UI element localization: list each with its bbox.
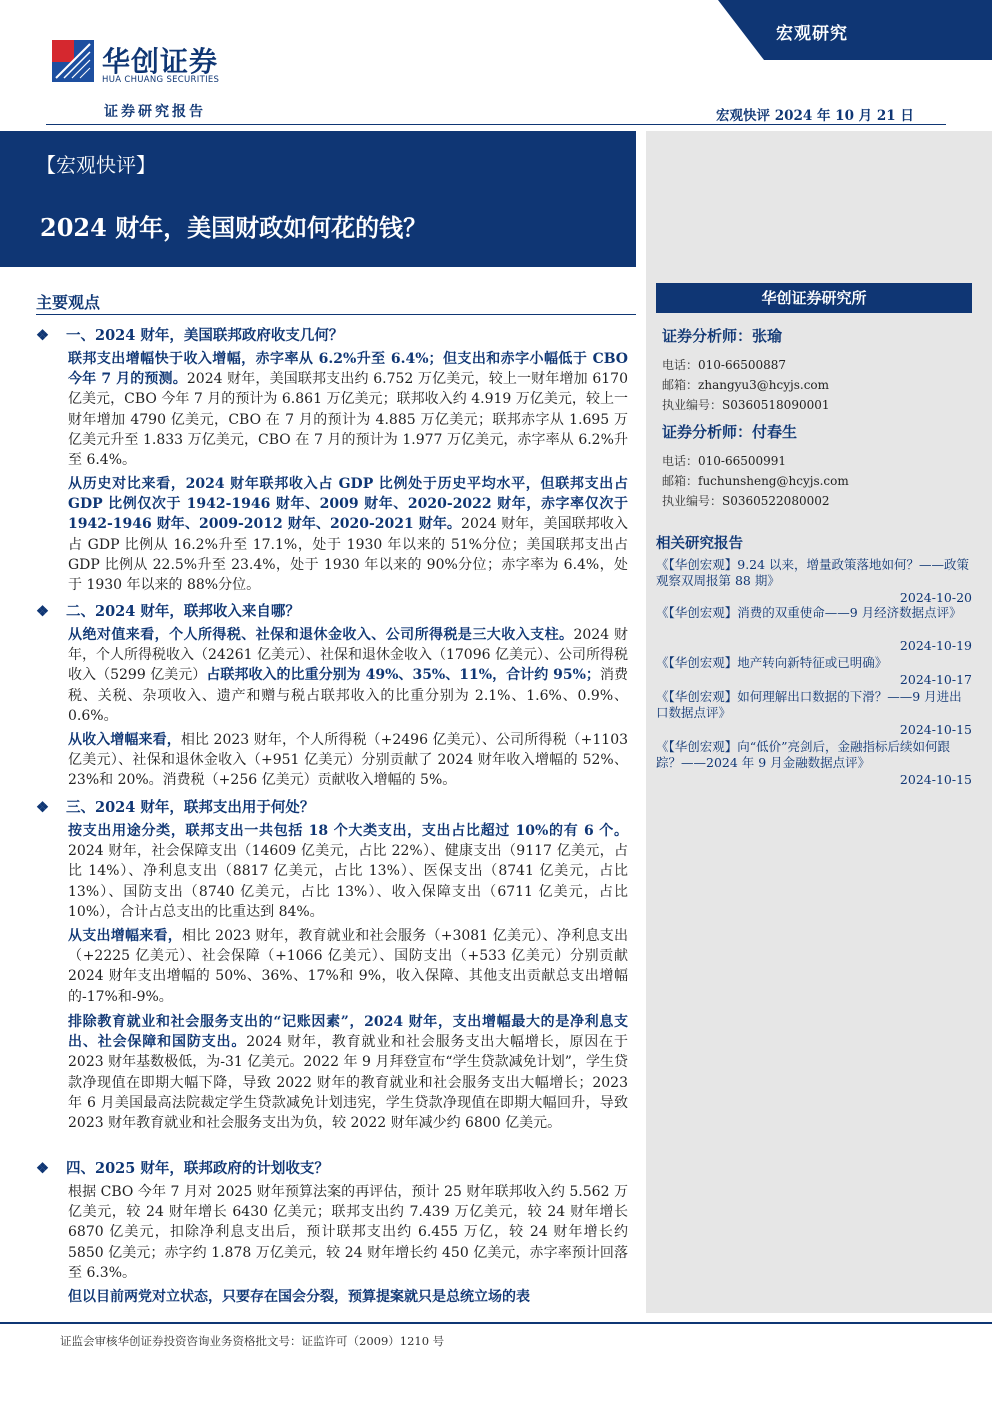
- body-paragraph: 从绝对值来看，个人所得税、社保和退休金收入、公司所得税是三大收入支柱。2024 财年，个人所得税收入（24261 亿美元）、社保和退休金收入（17096 亿美元）、公司所得税收入（5299 亿美元）占联邦收入的比重分别为 49%、35%、11%，合计约 95%；消费税、关税、杂项收入、遗产和赠与税占联邦收入的比重分别为 2.1%、1.6%、0.9%、0.6%。: [68, 627, 629, 724]
- report-category: 【宏观快评】: [36, 153, 156, 177]
- header-divider: [46, 124, 946, 125]
- body-paragraph: 但以目前两党对立状态，只要存在国会分裂，预算提案就只是总统立场的表: [68, 1289, 530, 1305]
- company-logo-english: HUA CHUANG SECURITIES: [102, 75, 220, 85]
- footer-divider: [0, 1322, 992, 1324]
- related-reports-heading: 相关研究报告: [656, 535, 743, 552]
- analyst-email[interactable]: 邮箱：zhangyu3@hcyjs.com: [662, 378, 830, 392]
- body-paragraph: 联邦支出增幅快于收入增幅，赤字率从 6.2%升至 6.4%；但支出和赤字小幅低于 CBO 今年 7 月的预测。2024 财年，美国联邦支出约 6.752 万亿美元，较上一财年增加 6170 亿美元，CBO 今年 7 月的预计为 6.861 万亿美元；联邦收入约 4.919 万亿美元，较上一财年增加 4790 亿美元，CBO 在 7 月的预计为 4.885 万亿美元；联邦赤字从 1.695 万亿美元升至 1.833 万亿美元，CBO 在 7 月的预计为 1.977 万亿美元，赤字率从 6.2%升至 6.4%。: [68, 351, 628, 469]
- analyst-name: 证券分析师：张瑜: [662, 327, 783, 345]
- section-tag: 宏观研究: [776, 24, 848, 44]
- diamond-bullet-icon: ❖: [36, 799, 49, 816]
- body-paragraph: 从历史对比来看，2024 财年联邦收入占 GDP 比例处于历史平均水平，但联邦支出占 GDP 比例仅次于 1942-1946 财年、2009 财年、2020-2022 财年，赤字率仅次于 1942-1946 财年、2009-2012 财年、2020-2021 财年。2024 财年，美国联邦收入占 GDP 比例从 16.2%升至 17.1%，处于 1930 年以来的 51%分位；美国联邦支出占 GDP 比例从 22.5%升至 23.4%，处于 1930 年以来的 90%分位；赤字率为 6.4%，处于 1930 年以来的 88%分位。: [68, 476, 628, 594]
- body-paragraph: 按支出用途分类，联邦支出一共包括 18 个大类支出，支出占比超过 10%的有 6 个。2024 财年，社会保障支出（14609 亿美元，占比 22%）、健康支出（9117 亿美元，占比 14%）、净利息支出（8817 亿美元，占比 13%）、医保支出（8741 亿美元，占比 13%）、国防支出（8740 亿美元，占比 13%）、收入保障支出（6711 亿美元，占比 10%），合计占总支出的比重达到 84%。: [68, 823, 628, 920]
- related-report-date: 2024-10-15: [899, 722, 972, 737]
- body-paragraph: 从支出增幅来看，相比 2023 财年，教育就业和社会服务（+3081 亿美元）、净利息支出（+2225 亿美元）、社会保障（+1066 亿美元）、国防支出（+533 亿美元）分别贡献 2024 财年支出增幅的 50%、36%、17%和 9%，收入保障、其他支出贡献总支出增幅的-17%和-9%。: [68, 928, 628, 1005]
- analyst-name: 证券分析师：付春生: [662, 423, 798, 441]
- section-heading: ❖ 二、2024 财年，联邦收入来自哪？: [36, 603, 300, 620]
- report-title: 2024 财年，美国财政如何花的钱？: [40, 213, 428, 242]
- analyst-phone: 电话：010-66500887: [662, 358, 787, 372]
- main-heading-divider: [36, 314, 636, 315]
- analyst-email[interactable]: 邮箱：fuchunsheng@hcyjs.com: [662, 474, 849, 488]
- analyst-phone: 电话：010-66500991: [662, 454, 787, 468]
- main-points-heading: 主要观点: [36, 293, 101, 312]
- related-report-date: 2024-10-20: [899, 590, 972, 605]
- body-paragraph: 根据 CBO 今年 7 月对 2025 财年预算法案的再评估，预计 25 财年联邦收入约 5.562 万亿美元，较 24 财年增长 6430 亿美元；联邦支出约 7.439 万亿美元，较 24 财年增长 6870 亿美元，扣除净利息支出后，预计联邦支出约 6.455 万亿，较 24 财年增长约 5850 亿美元；赤字约 1.878 万亿美元，较 24 财年增长约 450 亿美元，赤字率预计回落至 6.3%。: [68, 1184, 628, 1281]
- diamond-bullet-icon: ❖: [36, 1160, 49, 1177]
- report-type: 证券研究报告: [104, 104, 206, 120]
- related-report-link[interactable]: 《【华创宏观】地产转向新特征或已明确》: [656, 655, 888, 670]
- related-report-date: 2024-10-15: [899, 772, 972, 787]
- analyst-cert: 执业编号：S0360518090001: [662, 398, 830, 412]
- footer-license: 证监会审核华创证券投资咨询业务资格批文号：证监许可（2009）1210 号: [60, 1334, 445, 1348]
- body-paragraph: 从收入增幅来看，相比 2023 财年，个人所得税（+2496 亿美元）、公司所得税（+1103 亿美元）、社保和退休金收入（+951 亿美元）分别贡献了 2024 财年收入增幅的 52%、23%和 20%。消费税（+256 亿美元）贡献收入增幅的 5%。: [68, 732, 629, 789]
- body-paragraph: 排除教育就业和社会服务支出的“记账因素”，2024 财年，支出增幅最大的是净利息支出、社会保障和国防支出。2024 财年，教育就业和社会服务支出大幅增长，原因在于 2023 财年基数极低，为-31 亿美元。2022 年 9 月拜登宣布“学生贷款减免计划”，学生贷款净现值在即期大幅下降，导致 2022 财年的教育就业和社会服务支出大幅增长；2023 年 6 月美国最高法院裁定学生贷款减免计划违宪，学生贷款净现值在即期大幅回升，导致 2023 财年教育就业和社会服务支出为负，较 2022 财年减少约 6800 亿美元。: [68, 1014, 629, 1132]
- related-report-link[interactable]: 《【华创宏观】消费的双重使命——9 月经济数据点评》: [656, 605, 962, 620]
- related-report-link[interactable]: 《【华创宏观】9.24 以来，增量政策落地如何？——政策观察双周报第 88 期》: [656, 557, 970, 588]
- section-heading: ❖ 四、2025 财年，联邦政府的计划收支？: [36, 1160, 329, 1177]
- related-report-date: 2024-10-19: [899, 638, 972, 653]
- institute-name: 华创证券研究所: [761, 289, 867, 307]
- company-logo-name: 华创证券: [102, 45, 219, 78]
- related-report-link[interactable]: 《【华创宏观】向“低价”亮剑后，金融指标后续如何跟踪？——2024 年 9 月金融数据点评》: [656, 739, 951, 770]
- section-heading: ❖ 一、2024 财年，美国联邦政府收支几何？: [36, 327, 344, 344]
- company-logo-mark: [52, 40, 94, 82]
- related-report-date: 2024-10-17: [899, 672, 972, 687]
- analyst-cert: 执业编号：S0360522080002: [662, 494, 830, 508]
- diamond-bullet-icon: ❖: [36, 327, 49, 344]
- section-heading: ❖ 三、2024 财年，联邦支出用于何处？: [36, 799, 315, 816]
- related-report-link[interactable]: 《【华创宏观】如何理解出口数据的下滑？——9 月进出口数据点评》: [656, 689, 962, 720]
- diamond-bullet-icon: ❖: [36, 603, 49, 620]
- section-tag-shape: [718, 0, 992, 60]
- report-date: 宏观快评 2024 年 10 月 21 日: [716, 108, 914, 124]
